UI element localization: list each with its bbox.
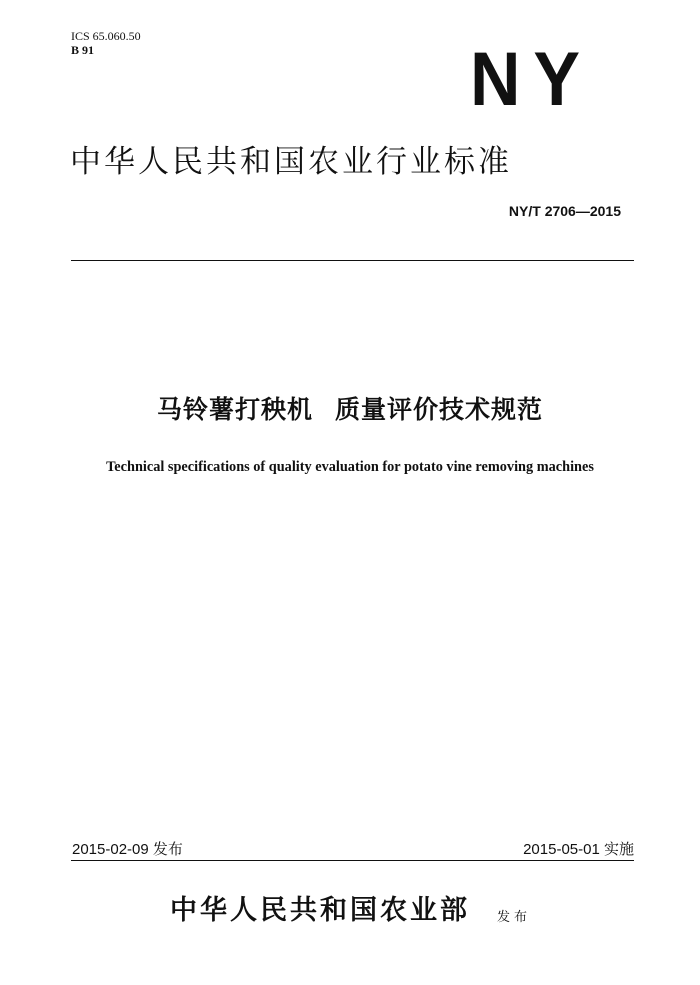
footer-divider [71, 860, 634, 861]
ny-logo: NY [470, 37, 593, 122]
ics-code: ICS 65.060.50 [71, 29, 141, 43]
issuing-authority: 中华人民共和国农业部 [170, 895, 470, 926]
standard-number: NY/T 2706—2015 [508, 203, 621, 219]
title-english: Technical specifications of quality evaluation for potato vine removing machines [106, 459, 594, 475]
title-chinese-part2: 质量评价技术规范 [335, 395, 544, 424]
standard-category-title: 中华人民共和国农业行业标准 [70, 144, 512, 180]
issue-date: 2015-02-09 发布 [72, 841, 183, 858]
header-divider [71, 260, 634, 261]
title-chinese [0, 393, 700, 427]
issue-label: 发布 [497, 910, 532, 925]
title-chinese-part1: 马铃薯打秧机 [156, 395, 313, 424]
ccs-code: B 91 [71, 43, 95, 57]
effective-date: 2015-05-01 实施 [523, 841, 634, 858]
